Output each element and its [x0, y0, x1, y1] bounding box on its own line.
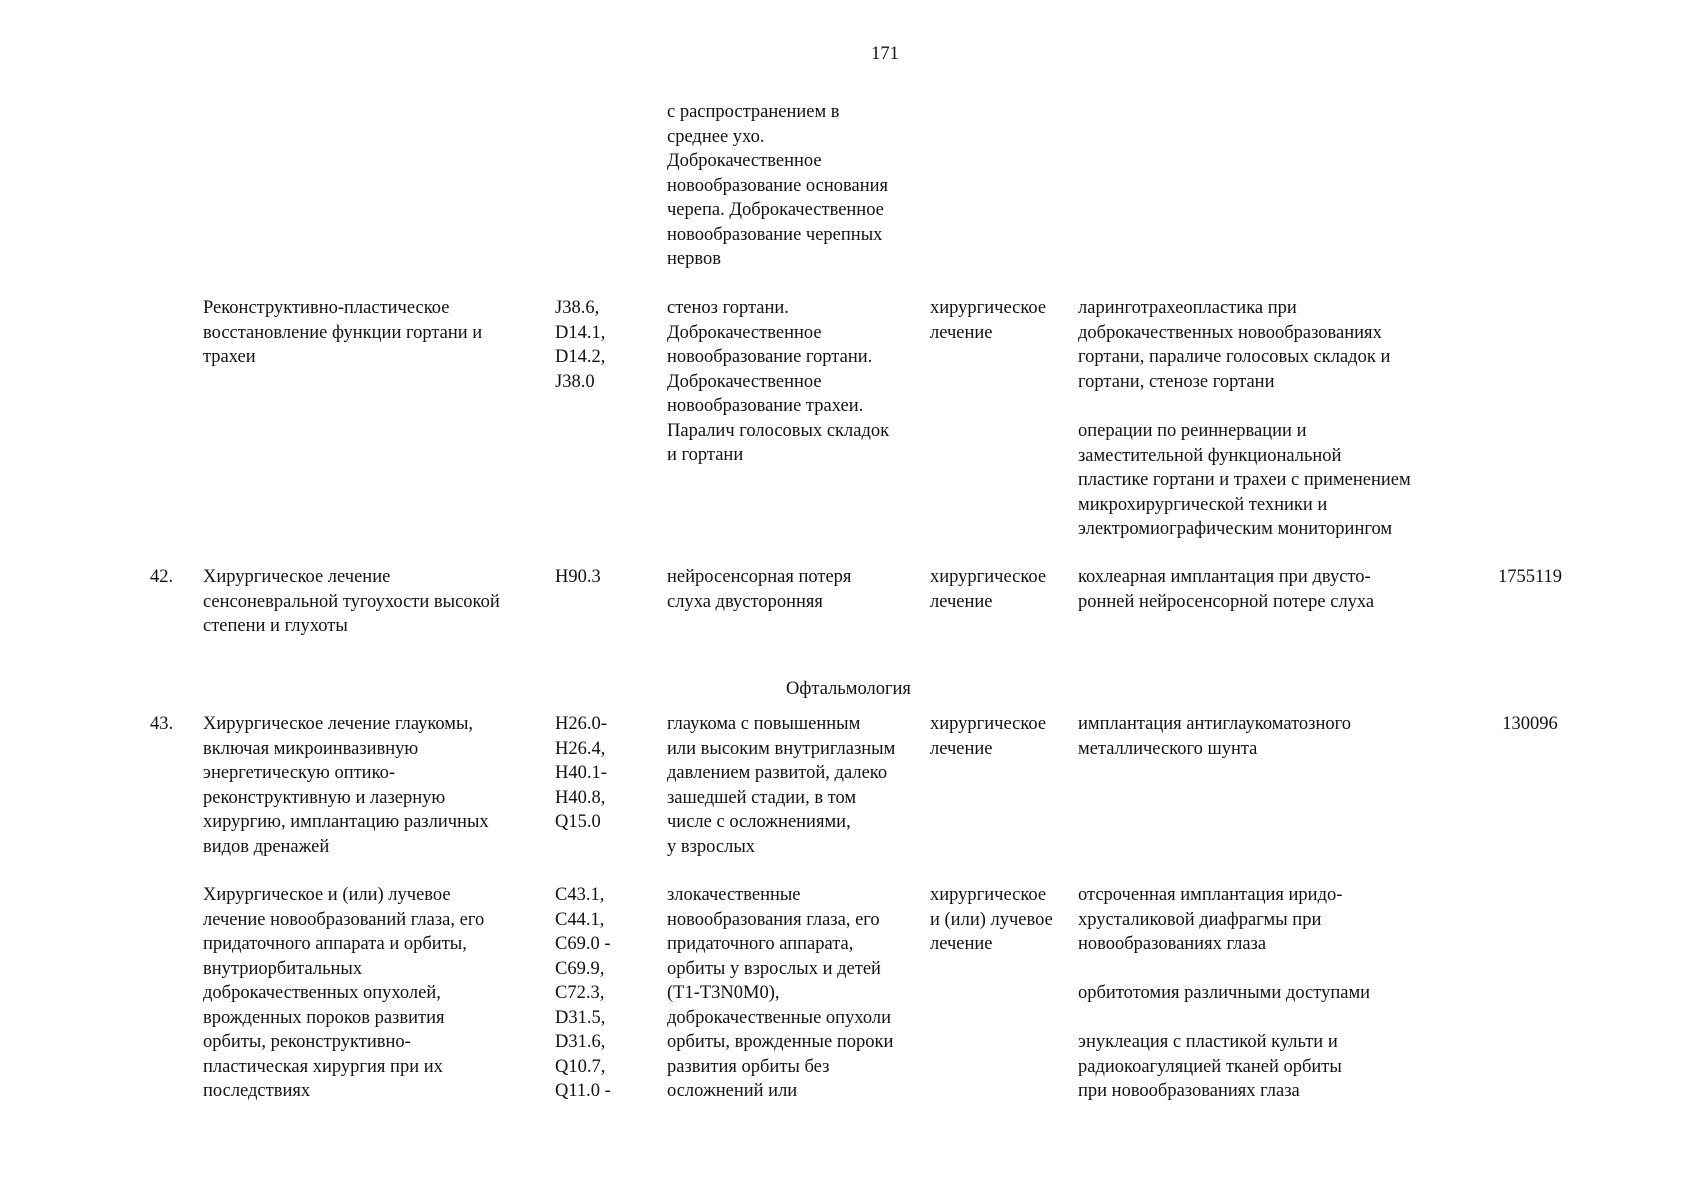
- treatment-type-cell: хирургическое лечение: [930, 298, 1047, 343]
- treatment-method-cell: операции по реиннервации и заместительной функциональной пластике гортани и трахеи с применением микрохирургической техники и электромиографическим мониторингом: [1078, 421, 1411, 539]
- diagnosis-cell: злокачественные новообразования глаза, его придаточного аппарата, орбиты у взрослых и детей (T1-T3N0M0), доброкачественные опухоли орбиты, врожденные пороки развития орбиты без осложнений или: [667, 885, 894, 1101]
- row-number-cell: 43.: [150, 714, 174, 734]
- treatment-method-cell: орбитотомия различными доступами: [1078, 983, 1371, 1003]
- icd-codes-cell: H26.0- H26.4, H40.1- H40.8, Q15.0: [555, 714, 607, 832]
- icd-codes-cell: J38.6, D14.1, D14.2, J38.0: [555, 298, 606, 392]
- treatment-name-cell: Реконструктивно-пластическое восстановление функции гортани и трахеи: [203, 298, 483, 367]
- icd-codes-cell: C43.1, C44.1, C69.0 - C69.9, C72.3, D31.5, D31.6, Q10.7, Q11.0 -: [555, 885, 611, 1101]
- diagnosis-cell: стеноз гортани. Доброкачественное новообразование гортани. Доброкачественное новообразование трахеи. Паралич голосовых складок и гортани: [667, 298, 890, 465]
- treatment-method-cell: отсроченная имплантация иридо- хрусталиковой диафрагмы при новообразованиях глаза: [1078, 885, 1343, 954]
- treatment-name-cell: Хирургическое лечение сенсоневральной тугоухости высокой степени и глухоты: [203, 567, 500, 636]
- treatment-type-cell: хирургическое лечение: [930, 567, 1047, 612]
- icd-codes-cell: H90.3: [555, 567, 601, 587]
- treatment-method-cell: имплантация антиглаукоматозного металлического шунта: [1078, 714, 1351, 759]
- diagnosis-cell: глаукома с повышенным или высоким внутриглазным давлением развитой, далеко зашедшей стадии, в том числе с осложнениями, у взрослых: [667, 714, 896, 857]
- treatment-name-cell: Хирургическое лечение глаукомы, включая микроинвазивную энергетическую оптико- реконструктивную и лазерную хирургию, имплантацию различных видов дренажей: [203, 714, 489, 857]
- treatment-method-cell: энуклеация с пластикой культи и радиокоагуляцией тканей орбиты при новообразованиях глаза: [1078, 1032, 1342, 1101]
- section-heading: Офтальмология: [786, 679, 911, 699]
- diagnosis-cell: нейросенсорная потеря слуха двусторонняя: [667, 567, 852, 612]
- treatment-name-cell: Хирургическое и (или) лучевое лечение новообразований глаза, его придаточного аппарата и орбиты, внутриорбитальных доброкачественных опухолей, врожденных пороков развития орбиты, реконструктивно- пластическая хирургия при их последствиях: [203, 885, 485, 1101]
- cost-norm-cell: 1755119: [1497, 567, 1563, 587]
- treatment-type-cell: хирургическое и (или) лучевое лечение: [930, 885, 1053, 954]
- row-number-cell: 42.: [150, 567, 174, 587]
- page-number: 171: [871, 44, 899, 64]
- continuation-diagnosis-cell: с распространением в среднее ухо. Доброкачественное новообразование основания черепа. Доброкачественное новообразование черепных нервов: [667, 102, 889, 269]
- treatment-type-cell: хирургическое лечение: [930, 714, 1047, 759]
- cost-norm-cell: 130096: [1502, 714, 1558, 734]
- treatment-method-cell: ларинготрахеопластика при доброкачественных новообразованиях гортани, параличе голосовых складок и гортани, стенозе гортани: [1078, 298, 1391, 392]
- treatment-method-cell: кохлеарная имплантация при двусто- ронней нейросенсорной потере слуха: [1078, 567, 1375, 612]
